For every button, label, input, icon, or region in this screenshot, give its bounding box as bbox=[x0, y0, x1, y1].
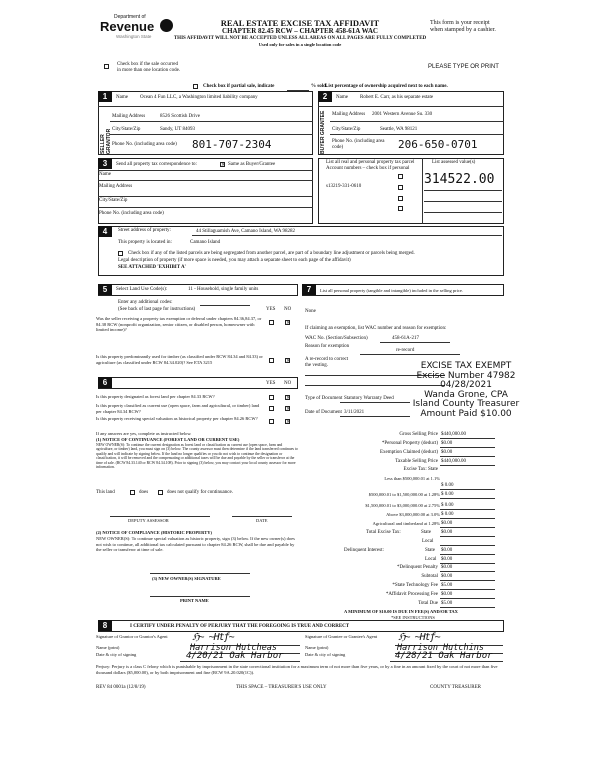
street-line bbox=[192, 235, 502, 236]
grantee-name-label: Name (print) bbox=[305, 645, 329, 650]
calc-label-personal: *Personal Property (deduct) bbox=[381, 441, 438, 446]
tier-label-3: $1,500,000.01 to $3,000,000.00 at 2.75% bbox=[365, 503, 440, 508]
tier-label-5: Agricultural and timberland at 1.28% bbox=[372, 521, 440, 526]
calc-label-taxable: Taxable Selling Price bbox=[395, 459, 438, 464]
county-treasurer: COUNTY TREASURER bbox=[430, 685, 481, 690]
grantee-date-city: 4/28/21 Oak Harbor bbox=[395, 651, 493, 661]
dept-line2: Revenue bbox=[100, 19, 155, 34]
assessed-line-3 bbox=[424, 212, 502, 213]
reason-value: re-record bbox=[396, 348, 415, 353]
s6-no: NO bbox=[284, 381, 292, 386]
calc-label-gross: Gross Selling Price bbox=[399, 432, 438, 437]
buyer-side-label: BUYER GRANTEE bbox=[320, 110, 326, 154]
tier-value-2: $ 0.00 bbox=[441, 492, 454, 497]
tech-fee-label: *State Technology Fee bbox=[392, 583, 438, 588]
tech-fee-value: $5.00 bbox=[441, 583, 453, 588]
partial-sale-checkbox[interactable] bbox=[193, 84, 198, 89]
grantor-date-line bbox=[180, 661, 300, 662]
seller-city-label: City/State/Zip bbox=[112, 127, 141, 132]
seller-divider-2 bbox=[110, 121, 313, 122]
s5-q2-no[interactable]: × bbox=[286, 358, 291, 364]
seller-phone: 801-707-2304 bbox=[192, 138, 272, 151]
segregated-checkbox[interactable] bbox=[118, 251, 123, 256]
claim-exemption-label: If claiming an exemption, list WAC number and reason for exemption: bbox=[305, 326, 447, 331]
buyer-city-label: City/State/Zip bbox=[332, 127, 361, 132]
calc-value-personal: $0.00 bbox=[441, 441, 453, 446]
parcel-personal-checkbox-3[interactable] bbox=[398, 196, 403, 201]
affidavit-fee-label: *Affidavit Processing Fee bbox=[385, 592, 438, 597]
same-as-buyer-checkbox[interactable]: × bbox=[221, 162, 226, 168]
pct-sold-label: % sold. bbox=[311, 84, 328, 89]
notice1-body: NEW OWNER(S): To continue the current designation as forest land or classification as current use (open space, farm and agriculture, or timber) land, you must sign on (3) below. The county assessor must then determine if the land transferred continues to qualify and will indicate by signing below. If the land no longer qualifies or you do not wish to continue the designation or classification, it will be removed and the compensating or additional taxes will be due and payable by the seller or transferor at the time of sale. (RCW 84.33.140 or RCW 84.34.108). Prior to signing (3) below, you may contact your local county assessor for more information. bbox=[96, 443, 298, 470]
personal-none: None bbox=[305, 309, 316, 314]
s6-q1-yes[interactable] bbox=[269, 395, 274, 400]
di-state-label: State bbox=[425, 548, 435, 553]
delinquent-penalty-value: $0.00 bbox=[441, 565, 453, 570]
excise-exempt-stamp bbox=[410, 362, 522, 419]
section-6-number: 6 bbox=[98, 377, 112, 388]
grantee-signature: ℌ~ ~Htƒ~ bbox=[398, 632, 440, 643]
treasurer-use-only: THIS SPACE – TREASURER'S USE ONLY bbox=[236, 685, 327, 690]
tier-line-2 bbox=[440, 498, 495, 499]
s3-divider-1 bbox=[98, 170, 313, 171]
total-excise-label: Total Excise Tax: bbox=[366, 530, 401, 535]
located-value: Camano Island bbox=[190, 240, 221, 245]
tier-label-1: Less than $500,000.01 at 1.1% bbox=[384, 476, 440, 481]
street-label: Street address of property: bbox=[118, 228, 171, 233]
section-2-number: 2 bbox=[318, 91, 332, 102]
certify-label: I CERTIFY UNDER PENALTY OF PERJURY THAT THE FOREGOING IS TRUE AND CORRECT bbox=[130, 624, 350, 629]
stamp-line2: Excise Number 47982 bbox=[416, 370, 516, 381]
dp-line bbox=[440, 571, 495, 572]
see-back-label: (See back of last page for instructions) bbox=[118, 307, 196, 312]
additional-codes-line bbox=[200, 305, 250, 306]
grantor-date-city: 4/20/21 Oak Harbor bbox=[186, 651, 284, 661]
subtotal-value: $0.00 bbox=[441, 574, 453, 579]
tier-line-4 bbox=[440, 518, 495, 519]
tier-line-1 bbox=[440, 489, 495, 490]
tier-line-5 bbox=[440, 527, 495, 528]
section-4-number: 4 bbox=[98, 226, 112, 237]
grantor-date-label: Date & city of signing bbox=[96, 652, 137, 657]
buyer-mailing-label: Mailing Address bbox=[332, 112, 366, 117]
stamp-line4: Wanda Grone, CPA bbox=[424, 389, 508, 400]
rerecord-label: A re-record to correct the vesting. bbox=[305, 357, 349, 368]
parcel-divider bbox=[422, 158, 423, 224]
does-not-label: does not qualify for continuance. bbox=[167, 490, 233, 495]
total-due-label: Total Due bbox=[418, 601, 438, 606]
multi-sales-note: Used only for sales in a single location code bbox=[258, 42, 342, 47]
receipt-line1: This form is your receipt bbox=[430, 20, 490, 26]
seller-name: Ocean 4 Fun LLC, a Washington limited liability company bbox=[140, 95, 258, 100]
partial-sale-label: Check box if partial sale, indicate bbox=[203, 84, 275, 89]
s3-name-label: Name bbox=[99, 172, 111, 177]
grantee-sig-label: Signature of Grantee or Grantee's Agent bbox=[305, 634, 378, 639]
s6-if-yes: If any answers are yes, complete as instructed below. bbox=[96, 431, 192, 436]
multi-location-label2: in more than one location code. bbox=[117, 68, 181, 73]
s3-phone-label: Phone No. (including area code) bbox=[99, 211, 164, 216]
total-excise-line-1 bbox=[440, 536, 495, 537]
list-parcels-1: List all real and personal property tax parcel bbox=[326, 160, 415, 165]
send-correspondence-label: Send all property tax correspondence to: bbox=[116, 162, 197, 167]
calc-label-exemption: Exemption Claimed (deduct) bbox=[379, 450, 438, 455]
seller-city: Sandy, UT 84093 bbox=[160, 127, 195, 132]
same-as-buyer-label: Same as Buyer/Grantee bbox=[228, 162, 276, 167]
dor-logo bbox=[100, 14, 182, 48]
notice2-body: NEW OWNER(S): To continue special valuation as historic property, sign (3) below. If the new owner(s) does not wish to continue, all additional tax calculated pursuant to chapter 84.26 RCW, shall be due and payable by the seller or transferor at time of sale. bbox=[96, 536, 295, 552]
dor-logo-mark-icon bbox=[160, 19, 173, 32]
assessed-value: 314522.00 bbox=[424, 172, 495, 187]
di-line-2 bbox=[440, 563, 495, 564]
buyer-divider-1 bbox=[318, 106, 504, 107]
buyer-city: Seattle, WA 98121 bbox=[380, 127, 418, 132]
does-not-qualify-checkbox[interactable] bbox=[158, 490, 163, 495]
additional-codes-label: Enter any additional codes: bbox=[118, 300, 173, 305]
calc-value-gross: $440,000.00 bbox=[441, 432, 466, 437]
s6-q2-no[interactable]: × bbox=[286, 406, 291, 412]
minimum-due-note: A MINIMUM OF $10.00 IS DUE IN FEE(S) AND/OR TAX bbox=[344, 609, 458, 614]
seller-mailing-label: Mailing Address bbox=[112, 114, 146, 119]
section-8-number: 8 bbox=[98, 620, 112, 631]
notice1-title: (1) NOTICE OF CONTINUANCE (FOREST LAND OR CURRENT USE) bbox=[96, 437, 240, 442]
seller-mailing: 8526 Scottish Drive bbox=[160, 114, 200, 119]
s3-divider-4 bbox=[98, 207, 313, 208]
buyer-divider-2 bbox=[330, 121, 504, 122]
deputy-line bbox=[110, 516, 210, 517]
subtotal-line bbox=[440, 580, 495, 581]
s3-mailing-label: Mailing Address bbox=[99, 184, 133, 189]
tier-label-2: $500,000.01 to $1,500,000.00 at 1.28% bbox=[368, 492, 440, 497]
s5-q1-no[interactable]: × bbox=[286, 320, 291, 326]
affidavit-line bbox=[440, 598, 495, 599]
type-doc-line bbox=[340, 402, 410, 403]
notice2-title: (2) NOTICE OF COMPLIANCE (HISTORIC PROPERTY) bbox=[96, 530, 212, 535]
total-due-value: $5.00 bbox=[441, 601, 453, 606]
dept-line3: Washington State bbox=[116, 34, 152, 39]
form-title: REAL ESTATE EXCISE TAX AFFIDAVIT bbox=[220, 18, 380, 28]
print-name-line bbox=[150, 596, 250, 597]
tier-value-3: $ 0.00 bbox=[441, 503, 454, 508]
grantee-name-print: Harrison Hutchins bbox=[397, 643, 484, 653]
di-local-value: $0.00 bbox=[441, 557, 453, 562]
wac-label: WAC No. (Section/Subsection) bbox=[305, 336, 368, 341]
s6-q3-no[interactable]: × bbox=[286, 419, 291, 425]
does-label: does bbox=[139, 490, 149, 495]
excise-state-label: Excise Tax: State bbox=[403, 467, 438, 472]
buyer-name-label: Name bbox=[336, 95, 348, 100]
does-qualify-checkbox[interactable] bbox=[130, 490, 135, 495]
grantor-sig-label: Signature of Grantor or Grantor's Agent bbox=[96, 634, 168, 639]
calc-value-taxable: $440,000.00 bbox=[441, 459, 466, 464]
land-use-label: Select Land Use Code(s): bbox=[116, 287, 168, 292]
s5-q1-yes[interactable] bbox=[269, 320, 274, 325]
assessed-line-2 bbox=[424, 201, 502, 202]
multi-location-checkbox[interactable] bbox=[104, 64, 109, 69]
calc-line-1 bbox=[440, 447, 495, 448]
section-3-number: 3 bbox=[98, 158, 112, 169]
s3-divider-2 bbox=[98, 180, 313, 181]
buyer-phone: 206-650-0701 bbox=[398, 138, 478, 151]
list-pct-label: List percentage of ownership acquired next to each name. bbox=[325, 84, 448, 89]
s6-question-3: Is this property receiving special valuation as historical property per chapter 84.26 RCW? bbox=[96, 416, 258, 421]
assessed-line-1 bbox=[424, 190, 502, 191]
section-5-number: 5 bbox=[98, 284, 112, 295]
s6-question-1: Is this property designated as forest land per chapter 84.33 RCW? bbox=[96, 394, 215, 399]
grantee-date-line bbox=[390, 661, 503, 662]
buyer-divider-3 bbox=[330, 134, 504, 135]
delinquent-penalty-label: *Delinquent Penalty bbox=[397, 565, 438, 570]
s3-city-label: City/State/Zip bbox=[99, 198, 128, 203]
section-1-number: 1 bbox=[98, 91, 112, 102]
total-excise-state-label: State bbox=[421, 530, 431, 535]
reason-label: Reason for exemption bbox=[305, 344, 350, 349]
legal-desc-label: Legal description of property (if more space is needed, you may attach a separate sheet to each page of the affidavit) bbox=[118, 258, 351, 263]
s6-question-2: Is this property classified as current use (open space, farm and agricultural, or timber) land per chapter 84.34 RCW? bbox=[96, 403, 260, 414]
di-local-label: Local bbox=[425, 557, 437, 562]
list-parcels-2: Account numbers – check box if personal bbox=[326, 166, 410, 171]
dept-line1: Department of bbox=[114, 14, 146, 20]
grantor-name-print: Harrison Hutcheas bbox=[190, 643, 277, 653]
s5-yes: YES bbox=[266, 307, 276, 312]
parcel-personal-checkbox-4[interactable] bbox=[398, 206, 403, 211]
stamp-line3: 04/28/2021 bbox=[440, 380, 492, 390]
seller-name-label: Name bbox=[116, 95, 128, 100]
s6-q1-no[interactable]: × bbox=[286, 395, 291, 401]
calc-line-3 bbox=[440, 465, 495, 466]
please-type: PLEASE TYPE OR PRINT bbox=[428, 64, 499, 70]
s6-q3-yes[interactable] bbox=[269, 419, 274, 424]
multi-location-label1: Check box if the sale occurred bbox=[117, 62, 178, 67]
affidavit-fee-value: $0.00 bbox=[441, 592, 453, 597]
list-personal-label: List all personal property (tangible and intangible) included in the selling price. bbox=[320, 288, 463, 293]
s5-q2-yes[interactable] bbox=[269, 358, 274, 363]
date-doc-label: Date of Document bbox=[305, 410, 342, 415]
s6-yes: YES bbox=[266, 381, 276, 386]
s6-q2-yes[interactable] bbox=[269, 406, 274, 411]
seller-phone-label: Phone No. (including area code) bbox=[112, 142, 177, 147]
subtotal-label: Subtotal bbox=[421, 574, 438, 579]
s5-question-1: Was the seller receiving a property tax exemption or deferral under chapters 84.36,84.37, or 84.38 RCW (nonprofit organization, senior citizen, or disabled person, homeowner with limited income)? bbox=[96, 316, 262, 332]
total-line bbox=[440, 607, 495, 608]
s5-question-2: Is this property predominantly used for timber (as classified under RCW 84.34 and 84.33) or agriculture (as classified under RCW 84.34.020)? See ETA 3215 bbox=[96, 354, 263, 365]
grantor-signature: ℌ~ ~Htƒ~ bbox=[192, 632, 234, 643]
street-address: 44 Stillaguamish Ave, Camano Island, WA 98282 bbox=[196, 229, 295, 234]
print-name-label: PRINT NAME bbox=[180, 598, 209, 603]
this-land-label: This land bbox=[96, 490, 115, 495]
form-chapter: CHAPTER 82.45 RCW – CHAPTER 458-61A WAC bbox=[222, 27, 378, 35]
tier-value-5: $0.00 bbox=[441, 521, 453, 526]
type-doc-value: Statutory Warranty Deed bbox=[344, 396, 394, 401]
perjury-statement: Perjury: Perjury is a class C felony which is punishable by imprisonment in the state correctional institution for a maximum term of not more than five years, or by a fine in an amount fixed by the court of not more than five thousand dollars ($5,000.00), or by both imprisonment and fine (RCW 9A.20.020(1C)). bbox=[96, 664, 498, 675]
total-excise-local-label: Local bbox=[422, 539, 434, 544]
total-excise-state-value: $0.00 bbox=[441, 530, 453, 535]
see-instructions: *SEE INSTRUCTIONS bbox=[391, 615, 435, 620]
stamp-line1: EXCISE TAX EXEMPT bbox=[420, 361, 512, 371]
wac-value: 458-61A-217 bbox=[392, 336, 419, 341]
deputy-assessor-label: DEPUTY ASSESSOR bbox=[128, 518, 169, 523]
tier-label-4: Above $3,000,000.00 at 3.0% bbox=[386, 512, 440, 517]
calc-line-2 bbox=[440, 456, 495, 457]
s3-divider-3 bbox=[98, 196, 313, 197]
deputy-date-line bbox=[232, 516, 292, 517]
buyer-mailing: 2001 Western Avenue Su. 330 bbox=[372, 112, 433, 117]
type-doc-label: Type of Document bbox=[305, 396, 343, 401]
parcel-personal-checkbox-2[interactable] bbox=[398, 185, 403, 190]
parcel-personal-checkbox-1[interactable] bbox=[398, 174, 403, 179]
reason-line bbox=[360, 354, 460, 355]
deputy-date-label: DATE bbox=[256, 518, 268, 523]
tier-value-1: $ 0.00 bbox=[441, 483, 454, 488]
seller-divider-1 bbox=[98, 106, 313, 107]
tech-line bbox=[440, 589, 495, 590]
date-doc-line bbox=[340, 416, 410, 417]
new-owner-sig-line bbox=[150, 573, 250, 574]
segregated-label: Check box if any of the listed parcels are being segregated from another parcel, are part of a boundary line adjustment or parcels being merged. bbox=[128, 251, 415, 256]
grantee-date-label: Date & city of signing bbox=[305, 652, 346, 657]
calc-line-0 bbox=[440, 438, 495, 439]
receipt-line2: when stamped by a cashier. bbox=[430, 27, 496, 33]
tier-line-3 bbox=[440, 509, 495, 510]
see-attached: SEE ATTACHED 'EXHIBIT A' bbox=[118, 265, 186, 270]
wac-line bbox=[380, 342, 450, 343]
di-state-value: $0.00 bbox=[441, 548, 453, 553]
buyer-name: Robert E. Carr, as his separate estate bbox=[360, 95, 434, 100]
total-excise-line-2 bbox=[440, 545, 495, 546]
seller-divider-3 bbox=[110, 134, 313, 135]
form-warning: THIS AFFIDAVIT WILL NOT BE ACCEPTED UNLESS ALL AREAS ON ALL PAGES ARE FULLY COMPLETED bbox=[173, 36, 427, 41]
new-owner-sig-label: (3) NEW OWNER(S) SIGNATURE bbox=[152, 576, 221, 581]
buyer-phone-label: Phone No. (including area code) bbox=[332, 139, 385, 150]
calc-value-exemption: $0.00 bbox=[441, 450, 453, 455]
seller-side-label: SELLER GRANTOR bbox=[100, 128, 112, 154]
delinquent-interest-label: Delinquent Interest: bbox=[344, 548, 384, 553]
assessed-label: List assessed value(s) bbox=[432, 160, 476, 165]
stamp-line6: Amount Paid $10.00 bbox=[420, 408, 512, 419]
located-label: This property is located in: bbox=[118, 240, 172, 245]
tier-value-4: $ 0.00 bbox=[441, 512, 454, 517]
grantor-name-label: Name (print) bbox=[96, 645, 120, 650]
section-7-number: 7 bbox=[302, 284, 316, 295]
di-line-1 bbox=[440, 554, 495, 555]
stamp-line5: Island County Treasurer bbox=[412, 399, 520, 409]
land-use-value: 11 - Household, single family units bbox=[188, 287, 259, 292]
s5-no: NO bbox=[284, 307, 292, 312]
date-doc-value: 3/11/2021 bbox=[344, 410, 365, 415]
form-rev: REV 84 0001a (12/8/19) bbox=[96, 685, 146, 690]
parcel-number: s13219-331-0610 bbox=[326, 184, 362, 189]
